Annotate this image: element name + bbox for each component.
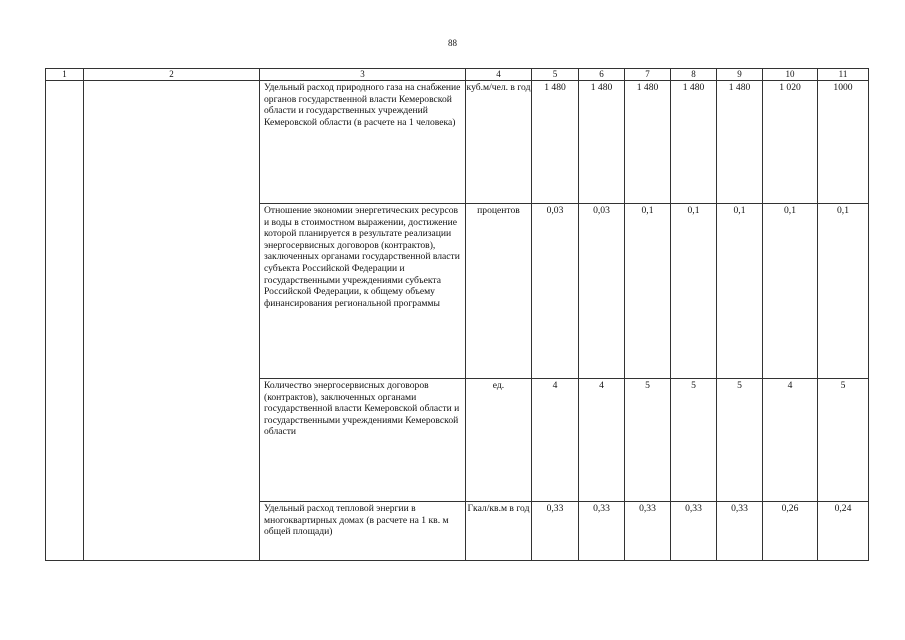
- value-cell: 0,33: [579, 502, 625, 561]
- unit-cell: процентов: [466, 204, 532, 379]
- unit-cell: куб.м/чел. в год: [466, 81, 532, 204]
- header-cell: 6: [579, 69, 625, 81]
- value-cell: 1 480: [717, 81, 763, 204]
- header-row: [46, 69, 869, 81]
- value-cell: 5: [818, 379, 869, 502]
- header-cell: 9: [717, 69, 763, 81]
- column-2-cell: [84, 81, 260, 561]
- header-cell: 11: [818, 69, 869, 81]
- value-cell: 0,26: [763, 502, 818, 561]
- value-cell: 4: [763, 379, 818, 502]
- indicators-table: [45, 68, 869, 561]
- header-cell: 5: [532, 69, 579, 81]
- value-cell: 4: [532, 379, 579, 502]
- value-cell: 0,33: [717, 502, 763, 561]
- value-cell: 1 480: [625, 81, 671, 204]
- indicator-name: Количество энергосервисных договоров (контрактов), заключенных органами государственной власти Кемеровской области и государственными учреждениями Кемеровской области: [260, 379, 466, 502]
- header-cell: 8: [671, 69, 717, 81]
- value-cell: 1 480: [671, 81, 717, 204]
- value-cell: 0,24: [818, 502, 869, 561]
- unit-cell: ед.: [466, 379, 532, 502]
- value-cell: 0,1: [818, 204, 869, 379]
- value-cell: 1000: [818, 81, 869, 204]
- indicator-name: Удельный расход природного газа на снабжение органов государственной власти Кемеровской области и государственных учреждений Кемеровской области (в расчете на 1 человека): [260, 81, 466, 204]
- value-cell: 5: [625, 379, 671, 502]
- header-cell: 4: [466, 69, 532, 81]
- value-cell: 0,33: [532, 502, 579, 561]
- indicator-name: Отношение экономии энергетических ресурсов и воды в стоимостном выражении, достижение которой планируется в результате реализации энергосервисных договоров (контрактов), заключенных органами государственной власти субъекта Российской Федерации и государственными учреждениями субъекта Российской Федерации, к общему объему финансирования региональной программы: [260, 204, 466, 379]
- value-cell: 1 020: [763, 81, 818, 204]
- column-1-cell: [46, 81, 84, 561]
- value-cell: 5: [717, 379, 763, 502]
- value-cell: 0,1: [625, 204, 671, 379]
- value-cell: 0,33: [625, 502, 671, 561]
- header-cell: 1: [46, 69, 84, 81]
- header-cell: 7: [625, 69, 671, 81]
- table-row: [46, 81, 869, 204]
- value-cell: 0,33: [671, 502, 717, 561]
- value-cell: 4: [579, 379, 625, 502]
- value-cell: 5: [671, 379, 717, 502]
- header-cell: 3: [260, 69, 466, 81]
- page-number: 88: [448, 38, 457, 48]
- header-cell: 10: [763, 69, 818, 81]
- header-cell: 2: [84, 69, 260, 81]
- unit-cell: Гкал/кв.м в год: [466, 502, 532, 561]
- value-cell: 0,1: [763, 204, 818, 379]
- value-cell: 1 480: [532, 81, 579, 204]
- indicator-name: Удельный расход тепловой энергии в многоквартирных домах (в расчете на 1 кв. м общей площади): [260, 502, 466, 561]
- value-cell: 0,03: [579, 204, 625, 379]
- value-cell: 0,1: [671, 204, 717, 379]
- value-cell: 1 480: [579, 81, 625, 204]
- value-cell: 0,1: [717, 204, 763, 379]
- value-cell: 0,03: [532, 204, 579, 379]
